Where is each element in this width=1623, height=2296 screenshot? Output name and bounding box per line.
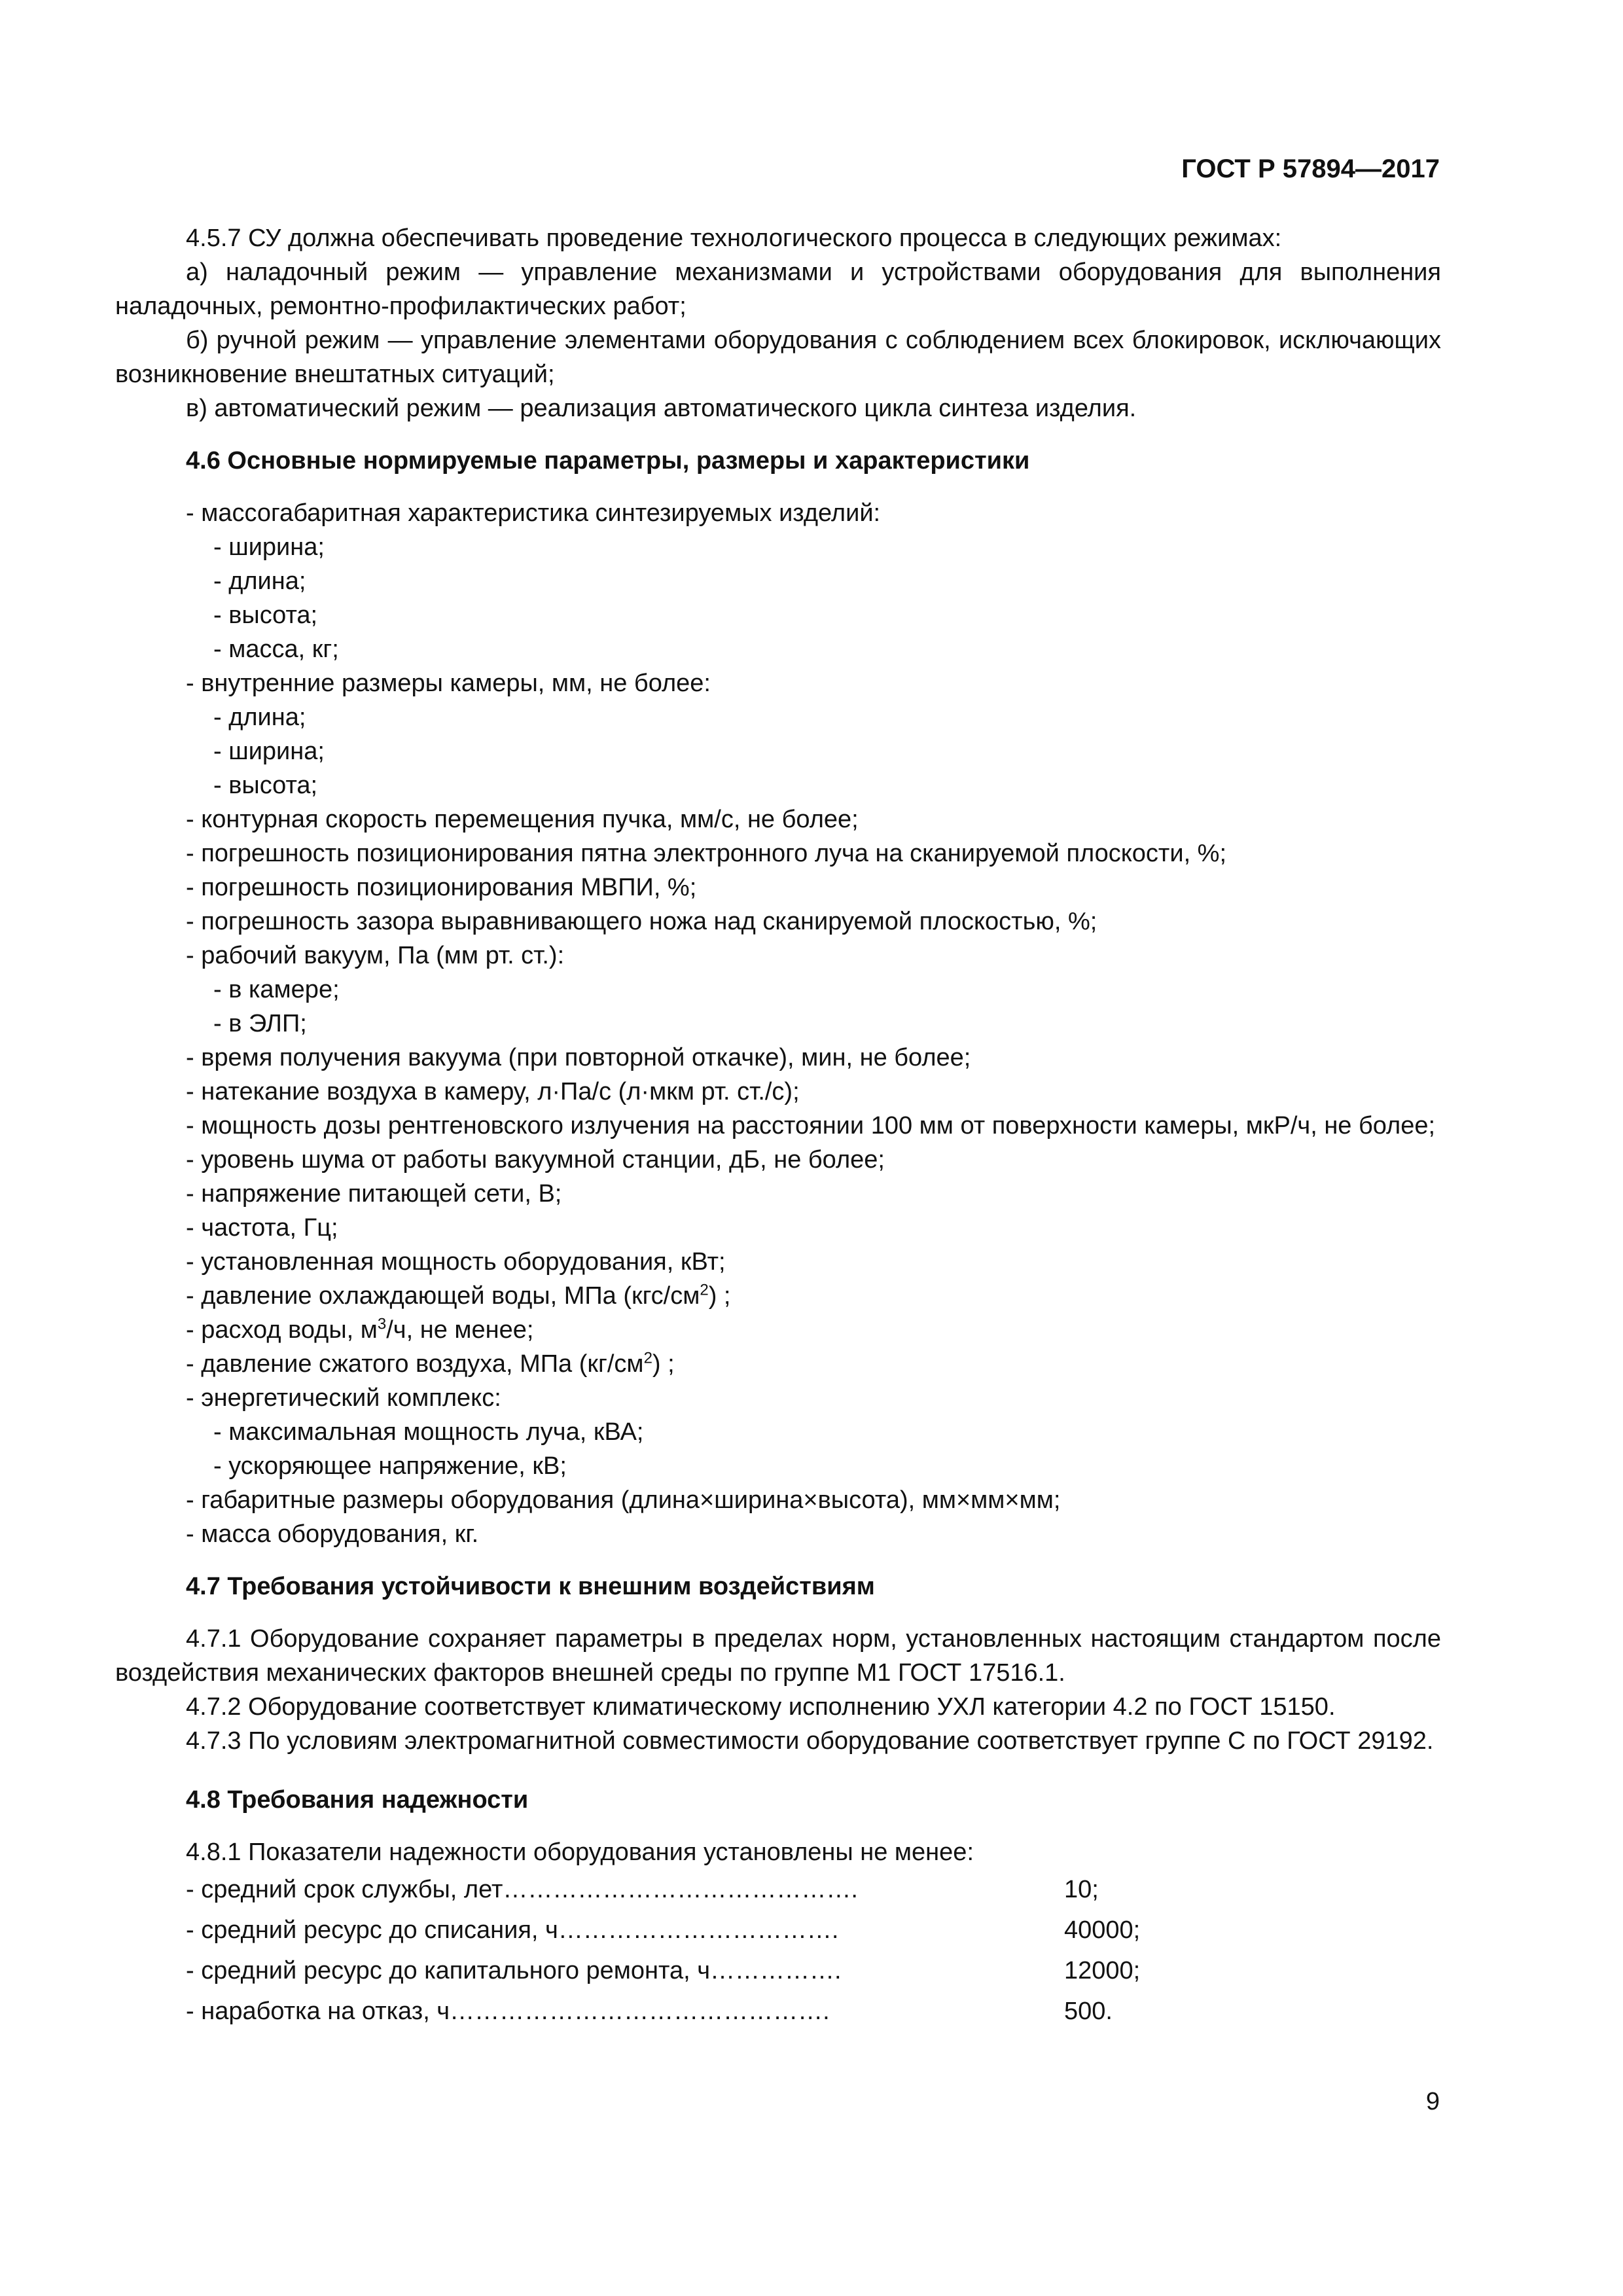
para-4-5-7-c: в) автоматический режим — реализация автоматического цикла синтеза изделия. xyxy=(186,395,1137,422)
list-item xyxy=(186,1279,1441,1313)
list-item: - время получения вакуума (при повторной откачке), мин, не более; xyxy=(186,1044,971,1071)
reliability-label: - средний ресурс до списания, ч……………………………. xyxy=(186,1916,839,1944)
list-item: - погрешность позиционирования пятна электронного луча на сканируемой плоскости, %; xyxy=(186,840,1227,867)
list-subitem: - в камере; xyxy=(213,976,340,1003)
para-4-7-3: 4.7.3 По условиям электромагнитной совместимости оборудование соответствует группе С по ГОСТ 29192. xyxy=(186,1727,1434,1755)
superscript: 2 xyxy=(700,1281,709,1299)
page-content xyxy=(115,221,1441,2032)
document-code-header: ГОСТ Р 57894—2017 xyxy=(1181,154,1440,183)
list-item: - массогабаритная характеристика синтезируемых изделий: xyxy=(186,499,881,527)
list-item xyxy=(186,1313,1441,1347)
list-item: - внутренние размеры камеры, мм, не более: xyxy=(186,670,711,697)
para-4-7-1: 4.7.1 Оборудование сохраняет параметры в пределах норм, установленных настоящим стандартом после воздействия механических факторов внешней среды по группе М1 ГОСТ 17516.1. xyxy=(115,1625,1441,1687)
para-4-5-7-intro: 4.5.7 СУ должна обеспечивать проведение технологического процесса в следующих режимах: xyxy=(186,224,1282,252)
list-item xyxy=(186,1347,1441,1381)
section-4-6-heading: 4.6 Основные нормируемые параметры, размеры и характеристики xyxy=(186,447,1030,475)
list-item: - масса оборудования, кг. xyxy=(186,1520,479,1548)
reliability-value: 40000; xyxy=(1064,1916,1141,1944)
list-item: - рабочий вакуум, Па (мм рт. ст.): xyxy=(186,942,565,969)
para-4-7-2: 4.7.2 Оборудование соответствует климатическому исполнению УХЛ категории 4.2 по ГОСТ 15150. xyxy=(186,1693,1336,1721)
list-subitem: - высота; xyxy=(213,601,318,629)
list-item: - погрешность позиционирования МВПИ, %; xyxy=(186,874,697,901)
list-item: - мощность дозы рентгеновского излучения на расстоянии 100 мм от поверхности камеры, мкР/ч, не более; xyxy=(186,1112,1436,1139)
para-4-8-1: 4.8.1 Показатели надежности оборудования установлены не менее: xyxy=(186,1839,974,1866)
list-item: - натекание воздуха в камеру, л·Па/с (л·мкм рт. ст./с); xyxy=(186,1078,800,1105)
reliability-value: 500. xyxy=(1064,1998,1113,2025)
reliability-value: 12000; xyxy=(1064,1957,1141,1984)
list-item-text-tail: ) ; xyxy=(652,1350,675,1378)
list-item: - габаритные размеры оборудования (длина×ширина×высота), мм×мм×мм; xyxy=(186,1486,1061,1514)
reliability-label: - наработка на отказ, ч………………………………………. xyxy=(186,1998,830,2025)
list-subitem: - ускоряющее напряжение, кВ; xyxy=(213,1452,567,1480)
list-subitem: - высота; xyxy=(213,772,318,799)
reliability-row xyxy=(186,1950,1441,1991)
superscript: 3 xyxy=(377,1315,387,1333)
reliability-row xyxy=(186,1869,1441,1910)
reliability-value: 10; xyxy=(1064,1876,1099,1903)
list-item-text-tail: ) ; xyxy=(708,1282,731,1310)
list-subitem: - в ЭЛП; xyxy=(213,1010,307,1037)
list-item: - погрешность зазора выравнивающего ножа над сканируемой плоскостью, %; xyxy=(186,908,1097,935)
list-item: - уровень шума от работы вакуумной станции, дБ, не более; xyxy=(186,1146,885,1174)
list-subitem: - ширина; xyxy=(213,738,325,765)
list-subitem: - ширина; xyxy=(213,533,325,561)
list-item-text: - давление сжатого воздуха, МПа (кг/см xyxy=(186,1350,644,1378)
list-item: - напряжение питающей сети, В; xyxy=(186,1180,562,1208)
list-item: - установленная мощность оборудования, кВт; xyxy=(186,1248,726,1276)
reliability-label: - средний ресурс до капитального ремонта, ч……………. xyxy=(186,1957,842,1984)
superscript: 2 xyxy=(643,1349,652,1367)
list-item: - частота, Гц; xyxy=(186,1214,338,1242)
section-4-8-heading: 4.8 Требования надежности xyxy=(186,1786,529,1814)
list-subitem: - масса, кг; xyxy=(213,636,339,663)
reliability-row xyxy=(186,1991,1441,2032)
list-subitem: - максимальная мощность луча, кВА; xyxy=(213,1418,644,1446)
list-subitem: - длина; xyxy=(213,567,306,595)
page-number: 9 xyxy=(1425,2088,1440,2115)
list-item: - энергетический комплекс: xyxy=(186,1384,501,1412)
list-subitem: - длина; xyxy=(213,704,306,731)
list-item: - контурная скорость перемещения пучка, мм/с, не более; xyxy=(186,806,859,833)
para-4-5-7-b: б) ручной режим — управление элементами оборудования с соблюдением всех блокировок, исключающих возникновение внештатных ситуаций; xyxy=(115,327,1441,388)
list-item-text: - давление охлаждающей воды, МПа (кгс/см xyxy=(186,1282,700,1310)
reliability-row xyxy=(186,1910,1441,1950)
reliability-label: - средний срок службы, лет……………………………………. xyxy=(186,1876,858,1903)
para-4-5-7-a: а) наладочный режим — управление механизмами и устройствами оборудования для выполнения наладочных, ремонтно-профилактических работ; xyxy=(115,259,1441,320)
list-item-text: - расход воды, м xyxy=(186,1316,378,1344)
list-item-text-tail: /ч, не менее; xyxy=(386,1316,534,1344)
section-4-7-heading: 4.7 Требования устойчивости к внешним воздействиям xyxy=(186,1573,875,1600)
